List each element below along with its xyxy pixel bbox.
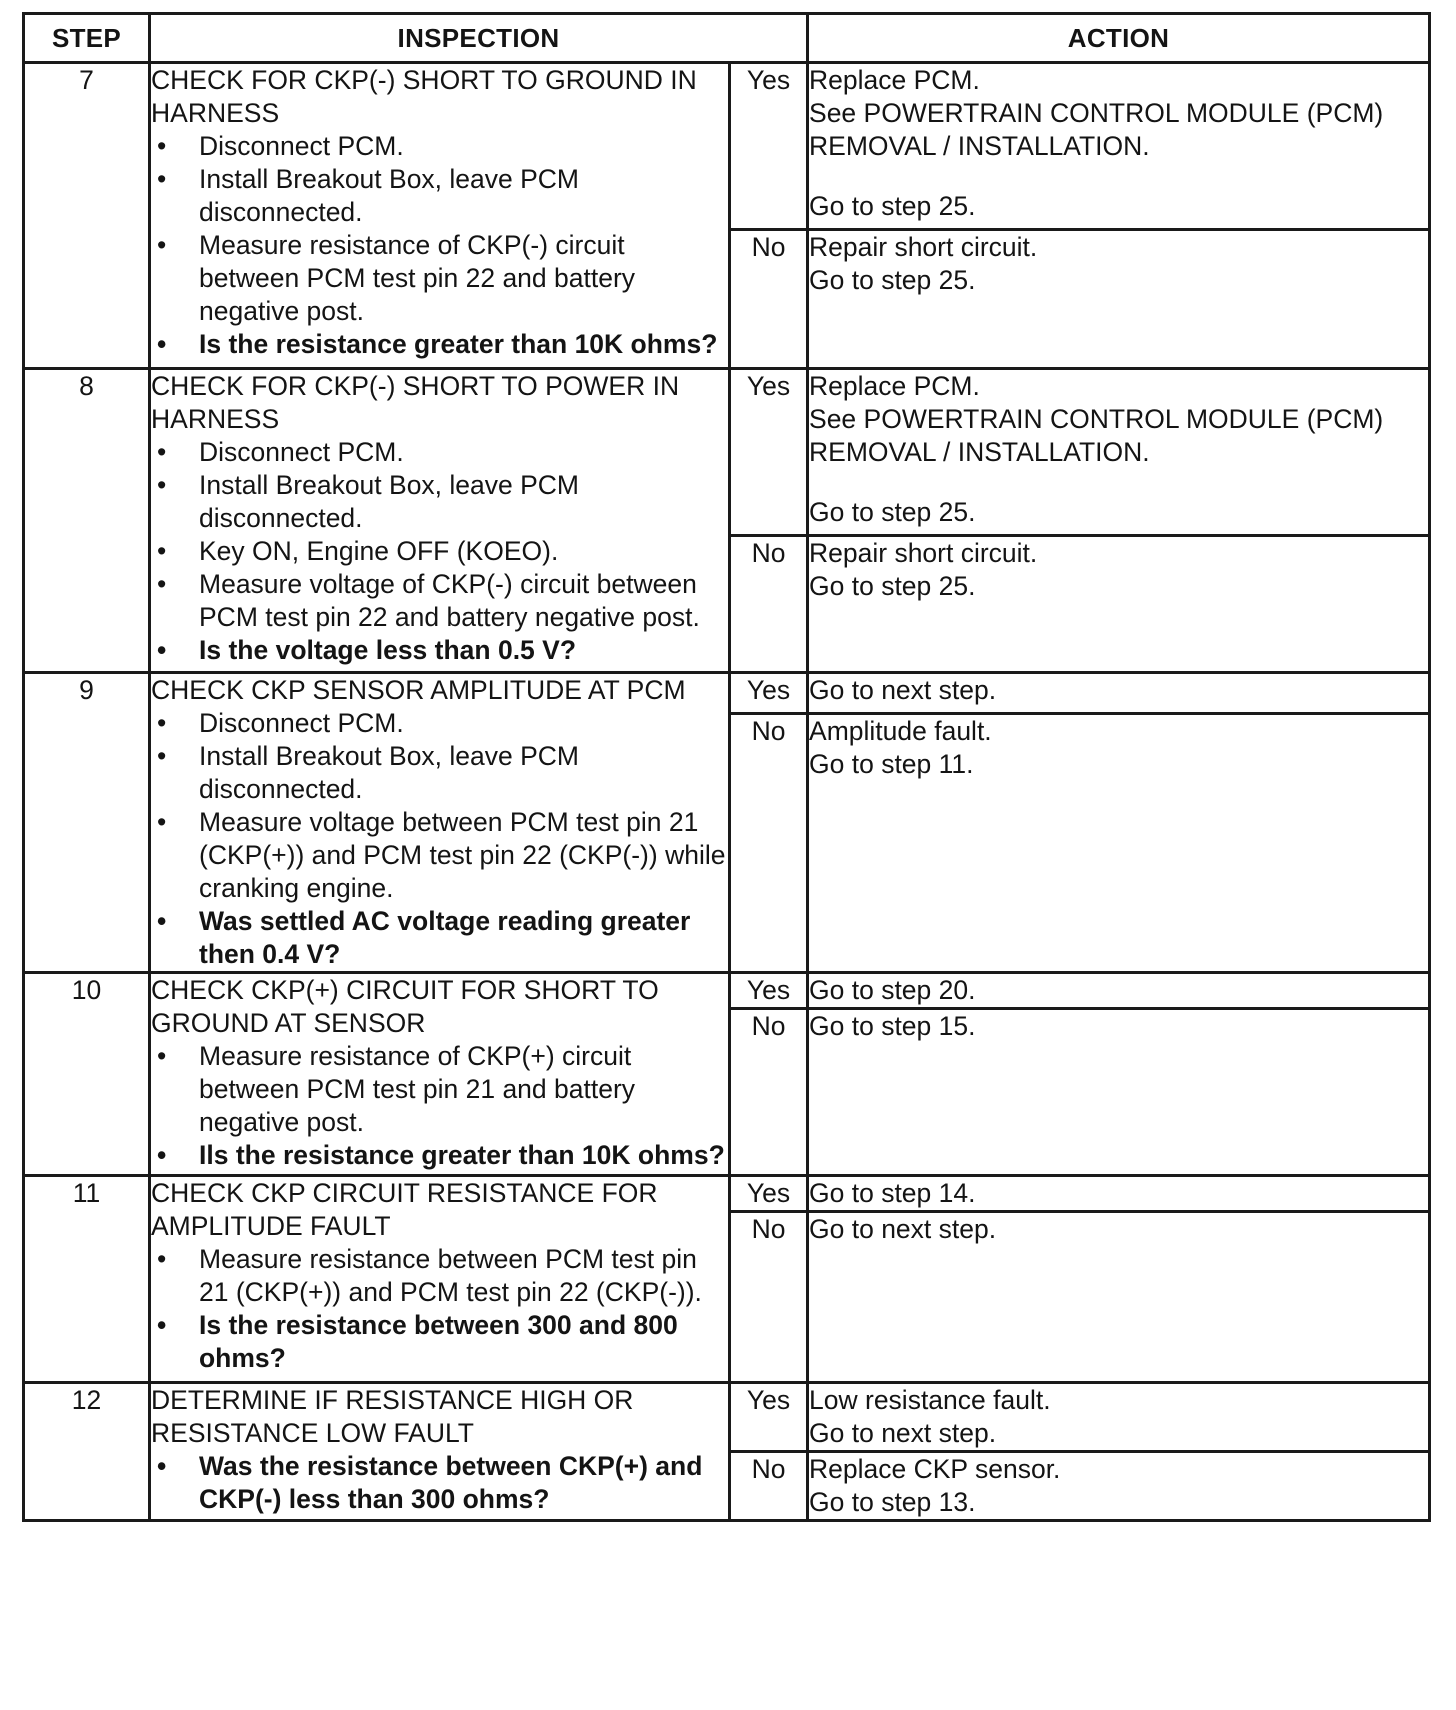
inspection-bullet: • Install Breakout Box, leave PCM disconnected. xyxy=(151,740,728,806)
step-number: 9 xyxy=(24,673,150,973)
no-action xyxy=(808,536,1430,673)
action-line: Go to step 20. xyxy=(809,975,976,1005)
no-label: No xyxy=(730,714,808,973)
no-label: No xyxy=(730,230,808,369)
inspection-bullets xyxy=(151,436,728,667)
inspection-cell xyxy=(150,973,730,1176)
action-line: Go to next step. xyxy=(809,1418,997,1448)
yes-label: Yes xyxy=(730,1383,808,1452)
action-line: Go to step 25. xyxy=(809,265,976,295)
yes-action xyxy=(808,973,1430,1009)
no-action xyxy=(808,714,1430,973)
step-number: 10 xyxy=(24,973,150,1176)
inspection-bullets xyxy=(151,1040,728,1172)
inspection-cell xyxy=(150,1176,730,1383)
inspection-cell xyxy=(150,1383,730,1521)
inspection-title: CHECK CKP SENSOR AMPLITUDE AT PCM xyxy=(151,675,686,705)
action-line: Replace PCM. xyxy=(809,371,980,401)
inspection-bullets xyxy=(151,1243,728,1375)
inspection-title: DETERMINE IF RESISTANCE HIGH OR RESISTANCE LOW FAULT xyxy=(151,1385,634,1448)
table-row xyxy=(24,673,1430,714)
yes-action xyxy=(808,673,1430,714)
header-row xyxy=(24,14,1430,63)
action-line: Go to step 25. xyxy=(809,497,976,527)
action-line: See POWERTRAIN CONTROL MODULE (PCM) REMOVAL / INSTALLATION. xyxy=(809,404,1384,467)
inspection-bullet: • Measure resistance of CKP(+) circuit between PCM test pin 21 and battery negative post. xyxy=(151,1040,728,1139)
action-line: Low resistance fault. xyxy=(809,1385,1051,1415)
yes-action xyxy=(808,63,1430,230)
diagnostic-table xyxy=(22,12,1431,1522)
inspection-bullet: • Key ON, Engine OFF (KOEO). xyxy=(151,535,728,568)
inspection-bullet: • Measure voltage of CKP(-) circuit between PCM test pin 22 and battery negative post. xyxy=(151,568,728,634)
table-row xyxy=(24,369,1430,536)
inspection-title: CHECK CKP(+) CIRCUIT FOR SHORT TO GROUND AT SENSOR xyxy=(151,975,659,1038)
action-line: Replace PCM. xyxy=(809,65,980,95)
step-number: 8 xyxy=(24,369,150,673)
action-line: See POWERTRAIN CONTROL MODULE (PCM) REMOVAL / INSTALLATION. xyxy=(809,98,1384,161)
action-line: Go to step 11. xyxy=(809,749,974,780)
no-label: No xyxy=(730,536,808,673)
action-line: Go to step 15. xyxy=(809,1011,976,1041)
table-row xyxy=(24,973,1430,1009)
action-line: Go to step 13. xyxy=(809,1487,976,1517)
action-line: Go to step 14. xyxy=(809,1178,976,1208)
action-line: Repair short circuit. xyxy=(809,232,1038,262)
inspection-bullets xyxy=(151,1450,728,1516)
action-spacer xyxy=(809,163,1428,190)
inspection-bullet: • Disconnect PCM. xyxy=(151,707,728,740)
yes-label: Yes xyxy=(730,1176,808,1212)
inspection-title: CHECK CKP CIRCUIT RESISTANCE FOR AMPLITUDE FAULT xyxy=(151,1178,658,1241)
table-row xyxy=(24,1383,1430,1452)
header-step: STEP xyxy=(24,14,150,63)
inspection-bullet: • Measure resistance between PCM test pin 21 (CKP(+)) and PCM test pin 22 (CKP(-)). xyxy=(151,1243,728,1309)
inspection-question: • Is the voltage less than 0.5 V? xyxy=(151,634,728,667)
no-action xyxy=(808,230,1430,369)
table-row xyxy=(24,1176,1430,1212)
header-inspection: INSPECTION xyxy=(150,14,808,63)
action-line: Repair short circuit. xyxy=(809,538,1038,568)
action-line: Amplitude fault. xyxy=(809,716,992,747)
action-spacer xyxy=(809,469,1428,496)
table-body xyxy=(24,63,1430,1521)
action-line: Go to step 25. xyxy=(809,571,976,601)
action-line: Go to next step. xyxy=(809,675,997,705)
inspection-bullets xyxy=(151,707,728,971)
yes-label: Yes xyxy=(730,63,808,230)
inspection-bullet: • Install Breakout Box, leave PCM disconnected. xyxy=(151,163,728,229)
inspection-cell xyxy=(150,63,730,369)
no-action xyxy=(808,1212,1430,1383)
inspection-bullet: • Measure resistance of CKP(-) circuit between PCM test pin 22 and battery negative post. xyxy=(151,229,728,328)
inspection-question: • Is the resistance greater than 10K ohms? xyxy=(151,328,728,361)
inspection-bullet: • Disconnect PCM. xyxy=(151,436,728,469)
inspection-question: • Ils the resistance greater than 10K ohms? xyxy=(151,1139,728,1172)
yes-label: Yes xyxy=(730,673,808,714)
inspection-bullet: • Disconnect PCM. xyxy=(151,130,728,163)
step-number: 12 xyxy=(24,1383,150,1521)
inspection-bullet: • Measure voltage between PCM test pin 21 (CKP(+)) and PCM test pin 22 (CKP(-)) while cranking engine. xyxy=(151,806,728,905)
no-action xyxy=(808,1009,1430,1176)
inspection-question: • Is the resistance between 300 and 800 ohms? xyxy=(151,1309,728,1375)
no-label: No xyxy=(730,1009,808,1176)
step-number: 11 xyxy=(24,1176,150,1383)
yes-action xyxy=(808,369,1430,536)
yes-action xyxy=(808,1383,1430,1452)
action-line: Replace CKP sensor. xyxy=(809,1454,1061,1484)
table-row xyxy=(24,63,1430,230)
yes-label: Yes xyxy=(730,369,808,536)
inspection-question: • Was settled AC voltage reading greater then 0.4 V? xyxy=(151,905,728,971)
no-label: No xyxy=(730,1452,808,1521)
action-line: Go to next step. xyxy=(809,1214,997,1244)
inspection-title: CHECK FOR CKP(-) SHORT TO POWER IN HARNESS xyxy=(151,371,680,434)
no-action xyxy=(808,1452,1430,1521)
inspection-cell xyxy=(150,369,730,673)
yes-label: Yes xyxy=(730,973,808,1009)
inspection-question: • Was the resistance between CKP(+) and CKP(-) less than 300 ohms? xyxy=(151,1450,728,1516)
inspection-bullets xyxy=(151,130,728,361)
step-number: 7 xyxy=(24,63,150,369)
inspection-bullet: • Install Breakout Box, leave PCM disconnected. xyxy=(151,469,728,535)
yes-action xyxy=(808,1176,1430,1212)
inspection-title: CHECK FOR CKP(-) SHORT TO GROUND IN HARNESS xyxy=(151,65,697,128)
header-action: ACTION xyxy=(808,14,1430,63)
diagnostic-page xyxy=(22,12,1428,1522)
inspection-cell xyxy=(150,673,730,973)
no-label: No xyxy=(730,1212,808,1383)
action-line: Go to step 25. xyxy=(809,191,976,221)
